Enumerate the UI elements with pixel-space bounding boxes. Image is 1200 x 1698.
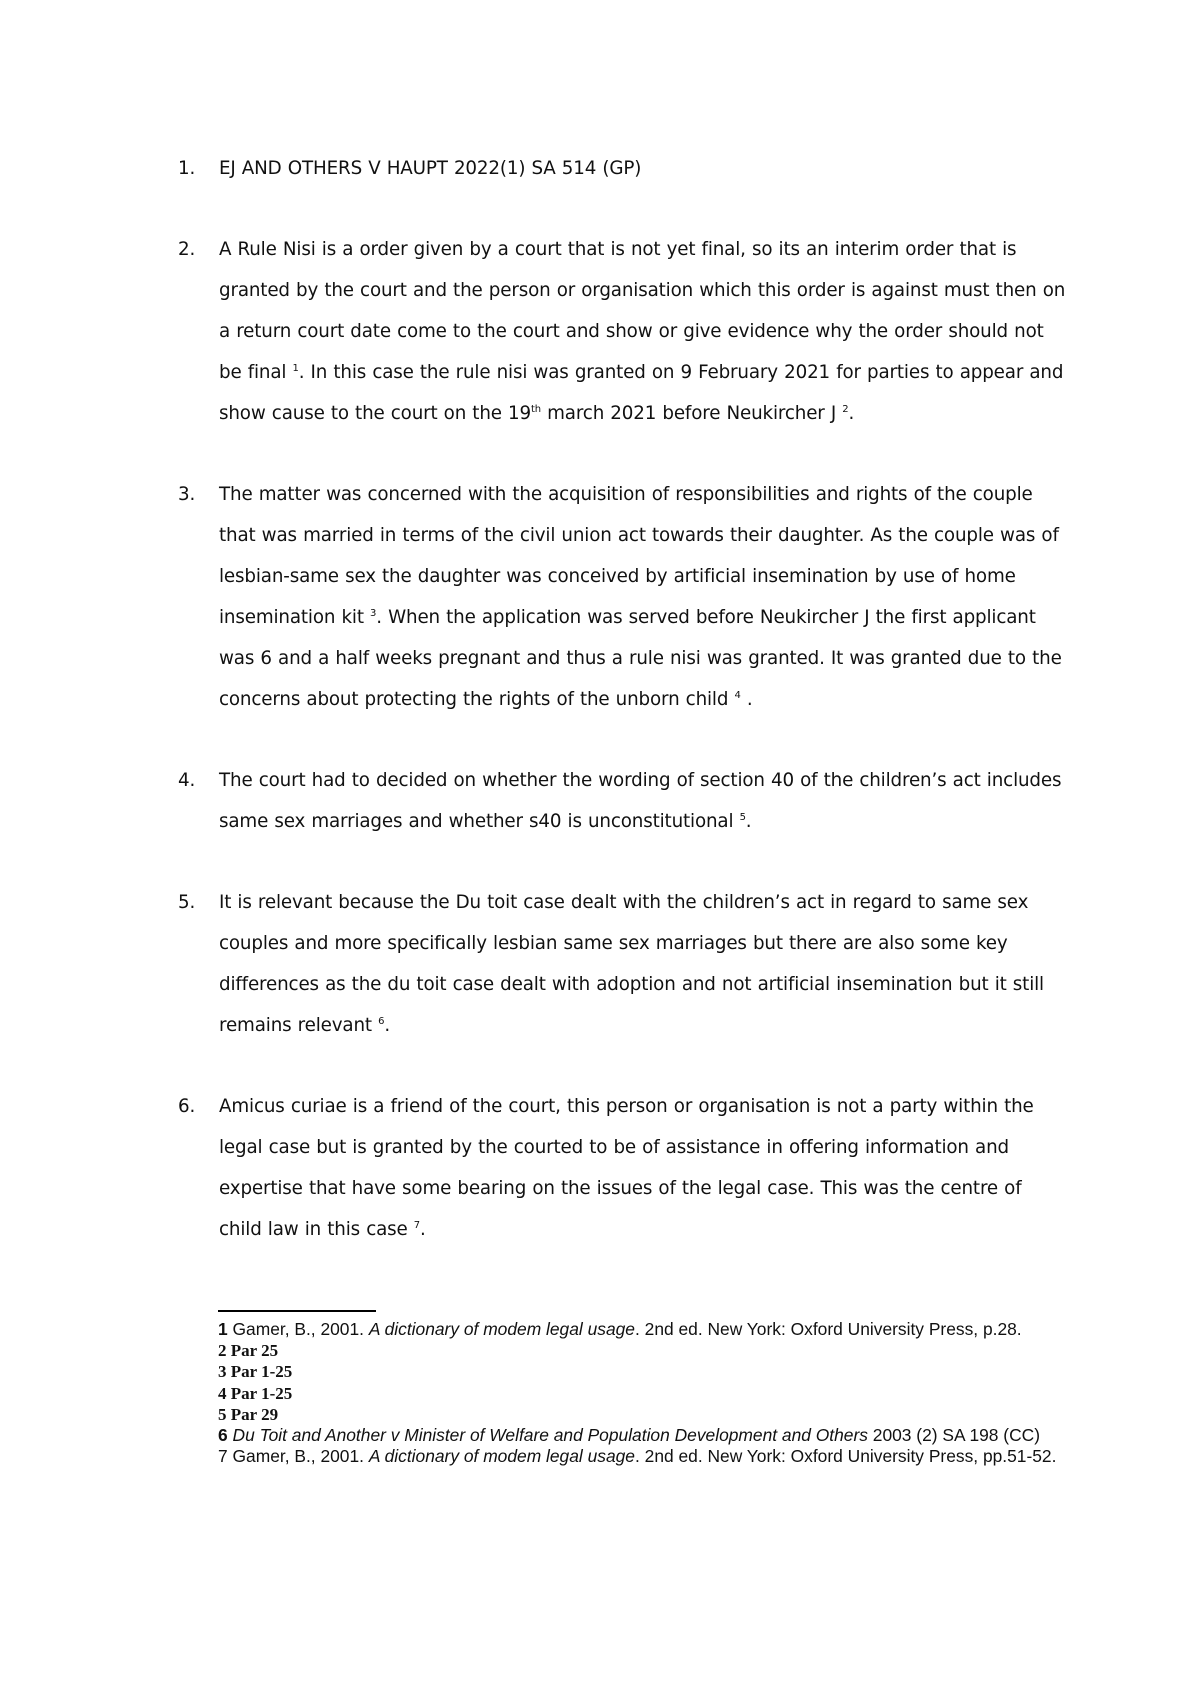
- item-text: march 2021 before Neukircher J: [540, 403, 843, 424]
- footnote-ref[interactable]: 7: [413, 1219, 421, 1231]
- footnotes: [218, 1319, 1058, 1467]
- list-item-3: [178, 474, 1068, 720]
- list-item-4: [178, 760, 1068, 842]
- footnote-ref[interactable]: 6: [378, 1015, 385, 1027]
- footnote-ref[interactable]: 1: [292, 362, 299, 374]
- footnote-text: . 2nd ed. New York: Oxford University Press, pp.51-52.: [634, 1446, 1057, 1467]
- item-number: 2.: [178, 239, 196, 260]
- item-text: .: [740, 689, 753, 710]
- item-text: .: [848, 403, 855, 424]
- list-item-6: [178, 1086, 1068, 1250]
- item-text: The court had to decided on whether the wording of section 40 of the children’s act includes same sex marriages and whether s40 is unconstitutional: [219, 770, 1062, 832]
- footnote-number: 6: [218, 1425, 228, 1446]
- item-number: 1.: [178, 158, 196, 179]
- footnote-2: 2 Par 25: [218, 1341, 279, 1361]
- footnote-ref[interactable]: 4: [734, 689, 741, 701]
- footnote-title: A dictionary of modem legal usage: [368, 1319, 635, 1339]
- footnote-6: [218, 1425, 1058, 1446]
- footnote-ref[interactable]: 3: [370, 607, 377, 619]
- item-text: A Rule Nisi is a order given by a court that is not yet final, so its an interim order that is granted by the court and the person or organisation which this order is against must then on a return court date come to the court and show or give evidence why the order should not be final: [219, 239, 1066, 383]
- ordinal-suffix: th: [530, 403, 541, 415]
- footnote-5: 5 Par 29: [218, 1404, 279, 1424]
- item-text: . When the application was served before Neukircher J the first applicant was 6 and a half weeks pregnant and thus a rule nisi was granted. It was granted due to the concerns about protecting the rights of the unborn child: [219, 607, 1062, 710]
- footnote-text: Gamer, B., 2001.: [227, 1319, 369, 1339]
- footnote-ref[interactable]: 5: [739, 811, 746, 823]
- list-item-5: [178, 882, 1068, 1046]
- footnote-title: Du Toit and Another v Minister of Welfare and Population Development and Others: [227, 1425, 868, 1446]
- footnote-number: 1: [218, 1319, 228, 1339]
- item-text: EJ AND OTHERS V HAUPT 2022(1) SA 514 (GP): [219, 158, 642, 179]
- footnote-text: . 2nd ed. New York: Oxford University Press, p.28.: [634, 1319, 1022, 1339]
- item-text: Amicus curiae is a friend of the court, this person or organisation is not a party within the legal case but is granted by the courted to be of assistance in offering information and expertise that have some bearing on the issues of the legal case. This was the centre of child law in this case: [219, 1096, 1034, 1240]
- item-text: .: [745, 811, 752, 832]
- footnote-4: 4 Par 1-25: [218, 1383, 293, 1403]
- footnote-text: Gamer, B., 2001.: [227, 1446, 369, 1467]
- item-text: .: [384, 1015, 390, 1036]
- footnote-separator: [218, 1310, 376, 1312]
- answer-list: [178, 148, 1068, 1290]
- item-number: 3.: [178, 484, 196, 505]
- item-number: 5.: [178, 892, 196, 913]
- item-number: 4.: [178, 770, 196, 791]
- footnote-ref[interactable]: 2: [842, 403, 849, 415]
- item-text: .: [420, 1219, 426, 1240]
- item-text: . In this case the rule nisi was granted on 9 February 2021 for parties to appear and show cause to the court on the 19: [219, 362, 1064, 424]
- item-text: The matter was concerned with the acquisition of responsibilities and rights of the couple that was married in terms of the civil union act towards their daughter. As the couple was of lesbian-same sex the daughter was conceived by artificial insemination by use of home insemination kit: [219, 484, 1059, 628]
- item-text: It is relevant because the Du toit case dealt with the children’s act in regard to same sex couples and more specifically lesbian same sex marriages but there are also some key differences as the du toit case dealt with adoption and not artificial insemination but it still remains relevant: [219, 892, 1044, 1036]
- item-number: 6.: [178, 1096, 196, 1117]
- footnote-1: [218, 1319, 1058, 1340]
- footnote-7: [218, 1446, 1058, 1467]
- footnote-number: 7: [218, 1446, 228, 1467]
- footnote-title: A dictionary of modem legal usage: [368, 1446, 635, 1467]
- list-item-1: [178, 148, 1068, 189]
- footnote-3: 3 Par 1-25: [218, 1362, 293, 1382]
- list-item-2: [178, 229, 1068, 434]
- footnote-text: 2003 (2) SA 198 (CC): [867, 1425, 1041, 1446]
